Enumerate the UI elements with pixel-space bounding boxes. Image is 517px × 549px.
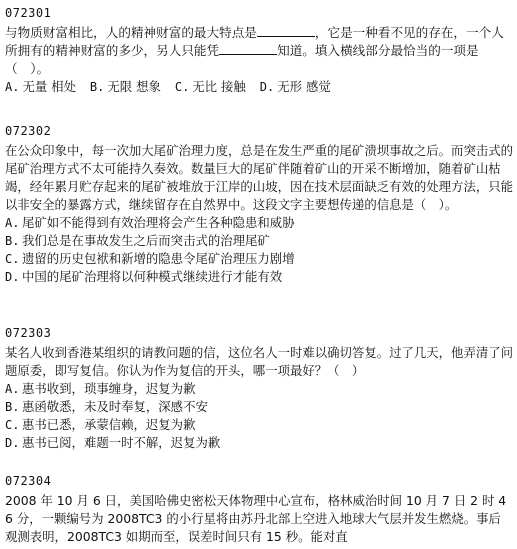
option-text: 尾矿如不能得到有效治理将会产生各种隐患和威胁 xyxy=(22,215,295,230)
option-letter: C. xyxy=(5,252,20,266)
answer-option xyxy=(90,79,161,94)
question-stem xyxy=(5,24,513,78)
answer-option xyxy=(260,79,331,94)
answer-options xyxy=(5,380,513,452)
option-text: 惠书已悉，承蒙信赖，迟复为歉 xyxy=(22,417,196,432)
question-stem: 2008 年 10 月 6 日，美国哈佛史密松天体物理中心宣布，格林威治时间 10 月 7 日 2 时 46 分，一颗编号为 2008TC3 的小行星将由苏丹北部上空进入地球大气层并发生燃烧。事后观测表明，2008TC3 如期而至，误差时间只有 15 秒。能对直 xyxy=(5,493,507,544)
option-letter: B. xyxy=(5,400,20,414)
option-text: 中国的尾矿治理将以何种模式继续进行才能有效 xyxy=(22,269,283,284)
answer-option xyxy=(5,79,76,94)
answer-option xyxy=(5,434,513,452)
option-letter: A. xyxy=(5,216,20,230)
option-text: 惠书已阅，难题一时不解，迟复为歉 xyxy=(22,435,221,450)
question-id: 072304 xyxy=(5,474,52,488)
option-letter: A. xyxy=(5,80,20,94)
option-text: 无限 想象 xyxy=(107,79,161,94)
stem-part: 与物质财富相比，人的精神财富的最大特点是 xyxy=(5,25,257,40)
answer-options xyxy=(5,214,513,286)
question-072301 xyxy=(5,6,513,96)
option-text: 我们总是在事故发生之后而突击式的治理尾矿 xyxy=(22,233,270,248)
fill-blank-line xyxy=(219,42,277,55)
option-text: 无量 相处 xyxy=(22,79,76,94)
question-id: 072303 xyxy=(5,326,52,340)
option-text: 无比 接触 xyxy=(192,79,246,94)
option-letter: D. xyxy=(259,80,275,94)
option-text: 惠函敬悉，未及时奉复，深感不安 xyxy=(22,399,208,414)
question-id: 072302 xyxy=(5,124,52,138)
question-072304 xyxy=(5,474,513,546)
option-text: 惠书收到，琐事缠身，迟复为歉 xyxy=(22,381,196,396)
answer-options xyxy=(5,78,513,96)
option-letter: D. xyxy=(5,436,20,450)
option-letter: B. xyxy=(89,80,105,94)
question-stem: 某名人收到香港某组织的请教问题的信，这位名人一时难以确切答复。过了几天，他弄清了问题原委，即写复信。你认为作为复信的开头，哪一项最好？（ ） xyxy=(5,345,514,378)
stem-part: ，它是一种看不见的存在，一个人所拥有的精神财富的多少，另人只能凭 xyxy=(5,25,504,58)
answer-option xyxy=(175,79,246,94)
option-text: 无形 感觉 xyxy=(277,79,331,94)
answer-option xyxy=(5,398,513,416)
answer-option xyxy=(5,250,513,268)
answer-option xyxy=(5,268,513,286)
question-072302 xyxy=(5,124,513,286)
question-id: 072301 xyxy=(5,6,52,20)
option-letter: A. xyxy=(5,382,20,396)
question-072303 xyxy=(5,326,513,452)
answer-option xyxy=(5,232,513,250)
option-letter: B. xyxy=(5,234,20,248)
fill-blank-line xyxy=(257,24,315,37)
stem-part: 知道。填入横线部分最恰当的一项是（ ）。 xyxy=(5,43,479,76)
question-stem: 在公众印象中，每一次加大尾矿治理力度，总是在发生严重的尾矿溃坝事故之后。而突击式的尾矿治理方式不太可能持久奏效。数量巨大的尾矿伴随着矿山的开采不断增加，随着矿山枯竭，经年累月贮存起来的尾矿被堆放于江岸的山坡，因在技术层面缺乏有效的处理方法，只能以非安全的暴露方式，继续留存在自然界中。这段文字主要想传递的信息是（ ）。 xyxy=(5,143,514,212)
answer-option xyxy=(5,214,513,232)
answer-option xyxy=(5,380,513,398)
option-text: 遗留的历史包袱和新增的隐患令尾矿治理压力剧增 xyxy=(22,251,295,266)
option-letter: C. xyxy=(174,80,190,94)
option-letter: D. xyxy=(5,270,20,284)
answer-option xyxy=(5,416,513,434)
option-letter: C. xyxy=(5,418,20,432)
